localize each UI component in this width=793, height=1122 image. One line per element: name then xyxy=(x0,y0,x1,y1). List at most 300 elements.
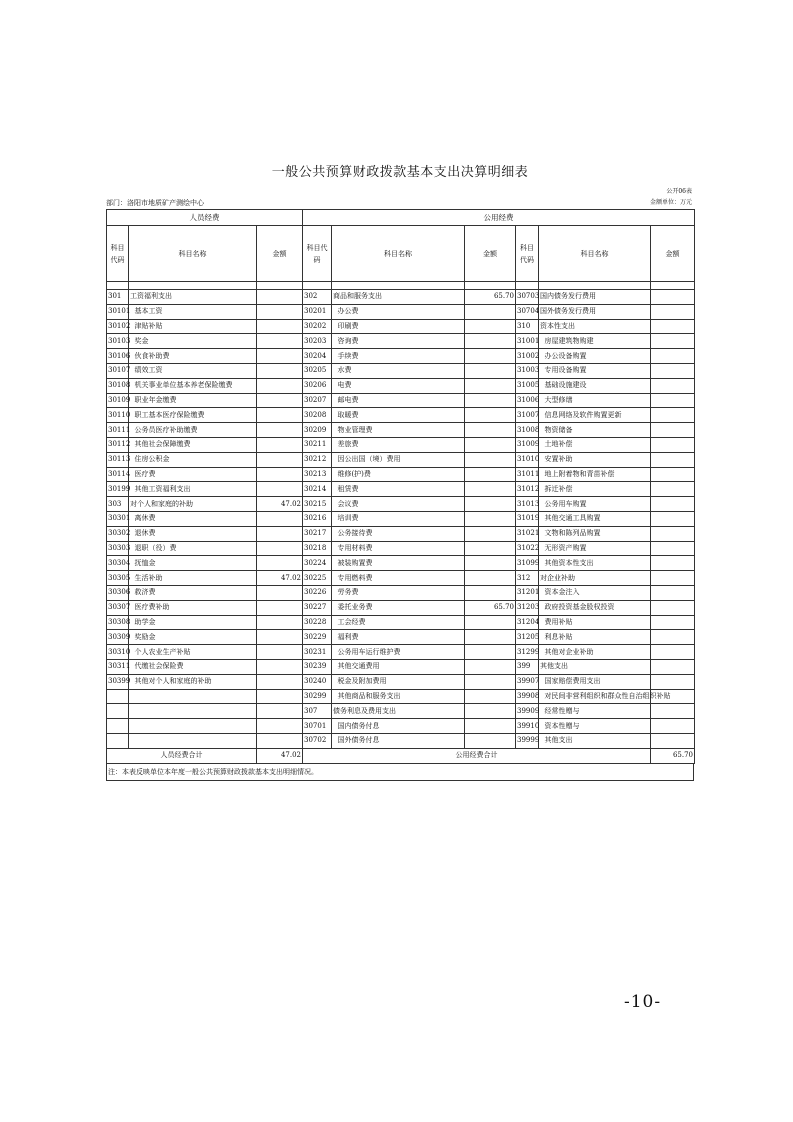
group-personnel: 人员经费 xyxy=(107,210,303,226)
public-name-cell: 租赁费 xyxy=(332,482,465,497)
table-row xyxy=(107,541,695,556)
capital-amount-cell xyxy=(651,408,695,423)
public-name-cell: 办公费 xyxy=(332,304,465,319)
personnel-amount-cell xyxy=(257,704,303,719)
personnel-code-cell: 30102 xyxy=(107,319,129,334)
personnel-name-cell: 机关事业单位基本养老保险缴费 xyxy=(129,378,257,393)
public-name-cell: 国外债务付息 xyxy=(332,733,465,748)
header-personnel-amount: 金额 xyxy=(257,226,303,282)
personnel-amount-cell xyxy=(257,334,303,349)
public-code-cell: 30211 xyxy=(303,437,332,452)
capital-amount-cell xyxy=(651,674,695,689)
table-row xyxy=(107,437,695,452)
public-amount-cell xyxy=(465,393,516,408)
personnel-name-cell: 工资福利支出 xyxy=(129,290,257,305)
public-code-cell: 30209 xyxy=(303,423,332,438)
personnel-amount-cell xyxy=(257,526,303,541)
public-code-cell: 302 xyxy=(303,290,332,305)
personnel-code-cell: 30309 xyxy=(107,630,129,645)
capital-code-cell: 31012 xyxy=(516,482,539,497)
personnel-amount-cell xyxy=(257,585,303,600)
public-amount-cell xyxy=(465,437,516,452)
public-name-cell: 培训费 xyxy=(332,511,465,526)
public-amount-cell xyxy=(465,334,516,349)
capital-name-cell: 利息补贴 xyxy=(539,630,651,645)
table-row xyxy=(107,556,695,571)
personnel-name-cell: 退休费 xyxy=(129,526,257,541)
personnel-name-cell: 住房公积金 xyxy=(129,452,257,467)
capital-amount-cell xyxy=(651,511,695,526)
personnel-code-cell: 30109 xyxy=(107,393,129,408)
header-personnel-code: 科目代码 xyxy=(107,226,129,282)
header-capital-code: 科目代码 xyxy=(516,226,539,282)
capital-amount-cell xyxy=(651,304,695,319)
public-name-cell: 公务接待费 xyxy=(332,526,465,541)
personnel-amount-cell xyxy=(257,452,303,467)
public-code-cell: 30239 xyxy=(303,659,332,674)
capital-name-cell: 物资储备 xyxy=(539,423,651,438)
personnel-code-cell: 30111 xyxy=(107,423,129,438)
personnel-amount-cell xyxy=(257,733,303,748)
public-name-cell: 物业管理费 xyxy=(332,423,465,438)
capital-name-cell: 办公设备购置 xyxy=(539,349,651,364)
personnel-code-cell: 30110 xyxy=(107,408,129,423)
personnel-code-cell: 30103 xyxy=(107,334,129,349)
personnel-code-cell: 30107 xyxy=(107,363,129,378)
department-label: 部门：洛阳市地质矿产测绘中心 xyxy=(106,199,204,207)
meta-row xyxy=(106,197,694,209)
table-row xyxy=(107,378,695,393)
capital-amount-cell xyxy=(651,659,695,674)
personnel-code-cell: 30106 xyxy=(107,349,129,364)
personnel-code-cell xyxy=(107,689,129,704)
public-code-cell: 30218 xyxy=(303,541,332,556)
capital-name-cell: 资本性支出 xyxy=(539,319,651,334)
personnel-code-cell: 30399 xyxy=(107,674,129,689)
public-amount-cell xyxy=(465,319,516,334)
capital-amount-cell xyxy=(651,571,695,586)
capital-name-cell: 房屋建筑物购建 xyxy=(539,334,651,349)
table-row xyxy=(107,349,695,364)
capital-code-cell: 31005 xyxy=(516,378,539,393)
capital-name-cell: 对企业补助 xyxy=(539,571,651,586)
personnel-name-cell: 救济费 xyxy=(129,585,257,600)
personnel-amount-cell xyxy=(257,511,303,526)
capital-amount-cell xyxy=(651,393,695,408)
table-row xyxy=(107,334,695,349)
personnel-amount-cell xyxy=(257,615,303,630)
table-row xyxy=(107,674,695,689)
public-name-cell: 工会经费 xyxy=(332,615,465,630)
unit-label: 金额单位：万元 xyxy=(649,199,692,206)
expense-table xyxy=(106,209,695,764)
capital-code-cell: 31008 xyxy=(516,423,539,438)
capital-code-cell: 39908 xyxy=(516,689,539,704)
personnel-amount-cell xyxy=(257,482,303,497)
table-row xyxy=(107,719,695,734)
capital-code-cell: 31009 xyxy=(516,437,539,452)
personnel-amount-cell xyxy=(257,393,303,408)
personnel-name-cell: 其他社会保障缴费 xyxy=(129,437,257,452)
personnel-amount-cell xyxy=(257,290,303,305)
capital-name-cell: 国家赔偿费用支出 xyxy=(539,674,651,689)
public-amount-cell xyxy=(465,630,516,645)
personnel-amount-cell xyxy=(257,349,303,364)
personnel-amount-cell xyxy=(257,689,303,704)
capital-code-cell: 31002 xyxy=(516,349,539,364)
capital-name-cell: 政府投资基金股权投资 xyxy=(539,600,651,615)
public-total-label: 公用经费合计 xyxy=(303,748,651,763)
capital-code-cell: 399 xyxy=(516,659,539,674)
capital-name-cell: 文物和陈列品购置 xyxy=(539,526,651,541)
public-amount-cell xyxy=(465,526,516,541)
capital-amount-cell xyxy=(651,290,695,305)
capital-name-cell: 国内债务发行费用 xyxy=(539,290,651,305)
capital-name-cell: 公务用车购置 xyxy=(539,497,651,512)
public-code-cell: 30229 xyxy=(303,630,332,645)
capital-name-cell: 费用补贴 xyxy=(539,615,651,630)
capital-amount-cell xyxy=(651,645,695,660)
capital-amount-cell xyxy=(651,319,695,334)
public-name-cell: 福利费 xyxy=(332,630,465,645)
capital-amount-cell xyxy=(651,630,695,645)
personnel-name-cell: 其他对个人和家庭的补助 xyxy=(129,674,257,689)
capital-code-cell: 31299 xyxy=(516,645,539,660)
personnel-amount-cell xyxy=(257,674,303,689)
public-name-cell: 维修(护)费 xyxy=(332,467,465,482)
public-amount-cell xyxy=(465,615,516,630)
capital-amount-cell xyxy=(651,467,695,482)
capital-name-cell: 其他支出 xyxy=(539,733,651,748)
public-name-cell: 取暖费 xyxy=(332,408,465,423)
personnel-amount-cell xyxy=(257,319,303,334)
capital-code-cell: 31001 xyxy=(516,334,539,349)
personnel-name-cell: 基本工资 xyxy=(129,304,257,319)
table-row xyxy=(107,304,695,319)
table-row xyxy=(107,600,695,615)
public-amount-cell xyxy=(465,482,516,497)
public-code-cell: 30204 xyxy=(303,349,332,364)
public-amount-cell xyxy=(465,571,516,586)
capital-code-cell: 39909 xyxy=(516,704,539,719)
capital-name-cell: 其他交通工具购置 xyxy=(539,511,651,526)
table-row xyxy=(107,645,695,660)
public-name-cell: 咨询费 xyxy=(332,334,465,349)
personnel-code-cell: 303 xyxy=(107,497,129,512)
capital-code-cell: 310 xyxy=(516,319,539,334)
public-name-cell: 税金及附加费用 xyxy=(332,674,465,689)
personnel-amount-cell xyxy=(257,719,303,734)
public-amount-cell xyxy=(465,645,516,660)
table-row xyxy=(107,689,695,704)
personnel-name-cell xyxy=(129,689,257,704)
personnel-name-cell: 对个人和家庭的补助 xyxy=(129,497,257,512)
public-name-cell: 因公出国（境）费用 xyxy=(332,452,465,467)
public-code-cell: 30228 xyxy=(303,615,332,630)
capital-name-cell: 安置补助 xyxy=(539,452,651,467)
public-code-cell: 30702 xyxy=(303,733,332,748)
public-amount-cell xyxy=(465,363,516,378)
table-row xyxy=(107,290,695,305)
public-amount-cell xyxy=(465,467,516,482)
table-row xyxy=(107,423,695,438)
personnel-code-cell: 30114 xyxy=(107,467,129,482)
capital-code-cell: 31099 xyxy=(516,556,539,571)
personnel-name-cell: 医疗费补助 xyxy=(129,600,257,615)
public-name-cell: 印刷费 xyxy=(332,319,465,334)
public-name-cell: 会议费 xyxy=(332,497,465,512)
personnel-code-cell: 30199 xyxy=(107,482,129,497)
personnel-code-cell: 30304 xyxy=(107,556,129,571)
capital-amount-cell xyxy=(651,541,695,556)
report-sheet xyxy=(106,160,694,781)
personnel-amount-cell xyxy=(257,556,303,571)
capital-name-cell: 其他支出 xyxy=(539,659,651,674)
public-code-cell: 30213 xyxy=(303,467,332,482)
personnel-code-cell: 30301 xyxy=(107,511,129,526)
capital-amount-cell xyxy=(651,363,695,378)
personnel-amount-cell xyxy=(257,363,303,378)
capital-name-cell: 大型修缮 xyxy=(539,393,651,408)
table-row xyxy=(107,659,695,674)
capital-code-cell: 31003 xyxy=(516,363,539,378)
personnel-amount-cell xyxy=(257,408,303,423)
personnel-code-cell: 30310 xyxy=(107,645,129,660)
capital-code-cell: 312 xyxy=(516,571,539,586)
personnel-code-cell: 301 xyxy=(107,290,129,305)
public-code-cell: 307 xyxy=(303,704,332,719)
capital-amount-cell xyxy=(651,733,695,748)
personnel-name-cell: 津贴补贴 xyxy=(129,319,257,334)
personnel-name-cell: 其他工资福利支出 xyxy=(129,482,257,497)
public-code-cell: 30205 xyxy=(303,363,332,378)
public-amount-cell xyxy=(465,408,516,423)
public-code-cell: 30226 xyxy=(303,585,332,600)
personnel-code-cell: 30311 xyxy=(107,659,129,674)
personnel-amount-cell xyxy=(257,645,303,660)
table-row xyxy=(107,482,695,497)
public-amount-cell xyxy=(465,304,516,319)
form-number: 公开06表 xyxy=(666,188,692,195)
table-row xyxy=(107,319,695,334)
personnel-code-cell: 30308 xyxy=(107,615,129,630)
public-amount-cell xyxy=(465,452,516,467)
public-amount-cell xyxy=(465,689,516,704)
public-code-cell: 30701 xyxy=(303,719,332,734)
report-title: 一般公共预算财政拨款基本支出决算明细表 xyxy=(271,165,529,180)
personnel-amount-cell xyxy=(257,600,303,615)
table-row xyxy=(107,733,695,748)
public-name-cell: 手续费 xyxy=(332,349,465,364)
capital-code-cell: 31011 xyxy=(516,467,539,482)
public-code-cell: 30231 xyxy=(303,645,332,660)
capital-amount-cell xyxy=(651,704,695,719)
public-amount-cell xyxy=(465,719,516,734)
personnel-code-cell: 30113 xyxy=(107,452,129,467)
public-name-cell: 公务用车运行维护费 xyxy=(332,645,465,660)
personnel-name-cell: 抚恤金 xyxy=(129,556,257,571)
personnel-name-cell: 个人农业生产补贴 xyxy=(129,645,257,660)
personnel-amount-cell xyxy=(257,541,303,556)
group-header-row xyxy=(107,210,695,226)
personnel-amount-cell xyxy=(257,423,303,438)
capital-name-cell: 资本金注入 xyxy=(539,585,651,600)
table-row xyxy=(107,615,695,630)
table-row xyxy=(107,497,695,512)
public-amount-cell xyxy=(465,674,516,689)
public-amount-cell xyxy=(465,497,516,512)
capital-name-cell: 拆迁补偿 xyxy=(539,482,651,497)
personnel-name-cell: 职工基本医疗保险缴费 xyxy=(129,408,257,423)
public-name-cell: 其他交通费用 xyxy=(332,659,465,674)
public-name-cell: 委托业务费 xyxy=(332,600,465,615)
capital-name-cell: 土地补偿 xyxy=(539,437,651,452)
capital-amount-cell xyxy=(651,719,695,734)
personnel-code-cell: 30101 xyxy=(107,304,129,319)
personnel-name-cell: 奖金 xyxy=(129,334,257,349)
personnel-code-cell: 30112 xyxy=(107,437,129,452)
public-code-cell: 30206 xyxy=(303,378,332,393)
capital-amount-cell xyxy=(651,497,695,512)
header-public-amount: 金额 xyxy=(465,226,516,282)
capital-code-cell: 39907 xyxy=(516,674,539,689)
personnel-name-cell: 医疗费 xyxy=(129,467,257,482)
public-amount-cell xyxy=(465,541,516,556)
capital-code-cell: 30703 xyxy=(516,290,539,305)
public-code-cell: 30208 xyxy=(303,408,332,423)
header-capital-name: 科目名称 xyxy=(539,226,651,282)
public-name-cell: 水费 xyxy=(332,363,465,378)
personnel-amount-cell: 47.02 xyxy=(257,571,303,586)
public-code-cell: 30299 xyxy=(303,689,332,704)
column-header-row xyxy=(107,226,695,282)
personnel-name-cell xyxy=(129,733,257,748)
capital-amount-cell xyxy=(651,452,695,467)
table-row xyxy=(107,571,695,586)
personnel-amount-cell xyxy=(257,304,303,319)
capital-amount-cell xyxy=(651,556,695,571)
capital-amount-cell xyxy=(651,600,695,615)
public-amount-cell xyxy=(465,378,516,393)
public-amount-cell: 65.70 xyxy=(465,600,516,615)
table-row xyxy=(107,452,695,467)
personnel-code-cell: 30302 xyxy=(107,526,129,541)
capital-code-cell: 31201 xyxy=(516,585,539,600)
personnel-name-cell: 离休费 xyxy=(129,511,257,526)
capital-amount-cell xyxy=(651,423,695,438)
public-amount-cell xyxy=(465,659,516,674)
personnel-code-cell: 30307 xyxy=(107,600,129,615)
personnel-total-value: 47.02 xyxy=(257,748,303,763)
capital-amount-cell xyxy=(651,615,695,630)
public-code-cell: 30207 xyxy=(303,393,332,408)
capital-amount-cell xyxy=(651,437,695,452)
spacer-row xyxy=(107,282,695,290)
capital-code-cell: 39999 xyxy=(516,733,539,748)
personnel-amount-cell xyxy=(257,659,303,674)
capital-amount-cell xyxy=(651,585,695,600)
public-name-cell: 其他商品和服务支出 xyxy=(332,689,465,704)
table-row xyxy=(107,393,695,408)
personnel-name-cell: 绩效工资 xyxy=(129,363,257,378)
personnel-code-cell xyxy=(107,704,129,719)
table-row xyxy=(107,363,695,378)
public-amount-cell xyxy=(465,704,516,719)
capital-name-cell: 资本性赠与 xyxy=(539,719,651,734)
personnel-name-cell: 公务员医疗补助缴费 xyxy=(129,423,257,438)
personnel-amount-cell: 47.02 xyxy=(257,497,303,512)
public-code-cell: 30214 xyxy=(303,482,332,497)
page-number: -10- xyxy=(624,992,662,1012)
personnel-code-cell: 30108 xyxy=(107,378,129,393)
public-amount-cell xyxy=(465,511,516,526)
table-row xyxy=(107,585,695,600)
public-amount-cell xyxy=(465,733,516,748)
personnel-amount-cell xyxy=(257,378,303,393)
capital-name-cell: 其他对企业补助 xyxy=(539,645,651,660)
personnel-name-cell: 职业年金缴费 xyxy=(129,393,257,408)
table-row xyxy=(107,630,695,645)
public-code-cell: 30202 xyxy=(303,319,332,334)
public-code-cell: 30227 xyxy=(303,600,332,615)
capital-name-cell: 国外债务发行费用 xyxy=(539,304,651,319)
personnel-name-cell xyxy=(129,719,257,734)
public-code-cell: 30224 xyxy=(303,556,332,571)
header-capital-amount: 金额 xyxy=(651,226,695,282)
capital-amount-cell xyxy=(651,526,695,541)
public-amount-cell xyxy=(465,585,516,600)
table-row xyxy=(107,511,695,526)
footnote: 注：本表反映单位本年度一般公共预算财政拨款基本支出明细情况。 xyxy=(106,764,694,781)
capital-name-cell: 专用设备购置 xyxy=(539,363,651,378)
public-total-value: 65.70 xyxy=(651,748,695,763)
public-amount-cell: 65.70 xyxy=(465,290,516,305)
table-row xyxy=(107,704,695,719)
public-name-cell: 劳务费 xyxy=(332,585,465,600)
public-name-cell: 被装购置费 xyxy=(332,556,465,571)
capital-code-cell: 31007 xyxy=(516,408,539,423)
public-amount-cell xyxy=(465,349,516,364)
capital-name-cell: 经常性赠与 xyxy=(539,704,651,719)
public-name-cell: 专用材料费 xyxy=(332,541,465,556)
capital-name-cell: 其他资本性支出 xyxy=(539,556,651,571)
public-amount-cell xyxy=(465,423,516,438)
capital-name-cell: 对民间非营利组织和群众性自治组织补贴 xyxy=(539,689,651,704)
public-name-cell: 电费 xyxy=(332,378,465,393)
personnel-name-cell: 退职（役）费 xyxy=(129,541,257,556)
group-public: 公用经费 xyxy=(303,210,695,226)
public-name-cell: 差旅费 xyxy=(332,437,465,452)
public-code-cell: 30212 xyxy=(303,452,332,467)
public-code-cell: 30215 xyxy=(303,497,332,512)
capital-amount-cell xyxy=(651,349,695,364)
public-name-cell: 国内债务付息 xyxy=(332,719,465,734)
public-code-cell: 30217 xyxy=(303,526,332,541)
capital-code-cell: 39910 xyxy=(516,719,539,734)
personnel-code-cell xyxy=(107,719,129,734)
capital-code-cell: 31006 xyxy=(516,393,539,408)
capital-name-cell: 基础设施建设 xyxy=(539,378,651,393)
capital-code-cell: 31205 xyxy=(516,630,539,645)
capital-code-cell: 31204 xyxy=(516,615,539,630)
table-row xyxy=(107,467,695,482)
capital-name-cell: 无形资产购置 xyxy=(539,541,651,556)
personnel-amount-cell xyxy=(257,630,303,645)
table-row xyxy=(107,526,695,541)
personnel-code-cell: 30305 xyxy=(107,571,129,586)
capital-code-cell: 31010 xyxy=(516,452,539,467)
personnel-code-cell xyxy=(107,733,129,748)
